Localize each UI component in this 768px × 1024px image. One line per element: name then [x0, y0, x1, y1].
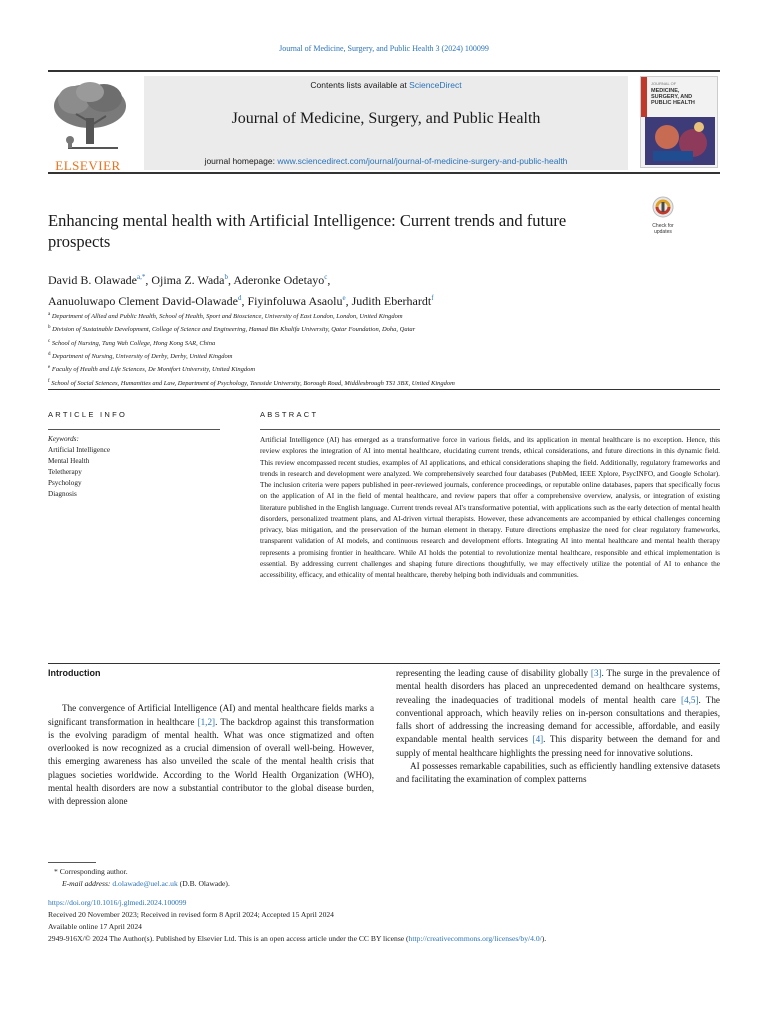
affiliation-text: School of Social Sciences, Humanities and Law, Department of Psychology, Teesside University, Borough Road, Middlesbrough TS1 3BX, United Kingdom	[51, 379, 455, 387]
body-text: . This disparity between the demand for and supply of mental healthcare highlights the pressing need for innovative solutions.	[396, 734, 720, 758]
keyword-item[interactable]: Mental Health	[48, 457, 90, 465]
license-link[interactable]: http://creativecommons.org/licenses/by/4.0/	[408, 934, 542, 943]
body-column-right	[396, 667, 720, 787]
contents-prefix: Contents lists available at	[310, 80, 410, 90]
corresponding-author-text: Corresponding author.	[59, 867, 128, 876]
keywords-label: Keywords:	[48, 435, 79, 443]
journal-cover-image	[641, 77, 718, 168]
author-affiliation-mark[interactable]: e	[342, 294, 346, 302]
abstract-rule	[260, 429, 720, 430]
affiliation-text: Division of Sustainable Development, College of Science and Engineering, Hamad Bin Khalifa University, Qatar Foundation, Doha, Qatar	[52, 326, 416, 334]
keyword-item[interactable]: Diagnosis	[48, 490, 77, 498]
author-list	[48, 268, 668, 310]
affiliation-item	[48, 362, 708, 375]
body-text: representing the leading cause of disability globally	[396, 668, 591, 678]
author-name[interactable]: Aderonke Odetayo	[233, 273, 325, 287]
journal-masthead	[144, 76, 628, 170]
email-link[interactable]: d.olawade@uel.ac.uk	[112, 879, 178, 888]
affiliation-list	[48, 309, 708, 389]
contents-line	[144, 80, 628, 90]
affiliation-key: d	[48, 352, 51, 358]
email-label: E-mail address:	[62, 879, 111, 888]
body-paragraph	[396, 667, 720, 760]
author-name[interactable]: Aanuoluwapo Clement David-Olawade	[48, 294, 238, 308]
section-heading-introduction: Introduction	[48, 668, 101, 678]
article-title: Enhancing mental health with Artificial Intelligence: Current trends and future prospects	[48, 211, 567, 251]
homepage-link[interactable]: www.sciencedirect.com/journal/journal-of-medicine-surgery-and-public-health	[277, 156, 568, 166]
check-for-updates-label: Check for updates	[652, 223, 674, 235]
body-text: . The backdrop against this transformation is the evolving paradigm of mental health. What was once stigmatized and often overlooked is now recognized as a crucial dimension of overall well-being. However, this emerging awareness has also unveiled the scale of the mental health crisis that plagues societies worldwide. According to the World Health Organization (WHO), mental health disorders are now a substantial contributor to the global disease burden, with depression alone	[48, 716, 374, 807]
license-text: 2949-916X/© 2024 The Author(s). Published by Elsevier Ltd. This is an open access article under the CC BY license (	[48, 934, 409, 943]
author-separator: ,	[327, 273, 331, 287]
author-name[interactable]: Judith Eberhardt	[351, 294, 432, 308]
check-for-updates-badge[interactable]	[645, 196, 681, 235]
body-text: The convergence of Artificial Intelligence (AI) and mental healthcare fields marks a significant transformation in healthcare	[48, 703, 374, 727]
keyword-item[interactable]: Artificial Intelligence	[48, 446, 111, 454]
running-head: Journal of Medicine, Surgery, and Public Health 3 (2024) 100099	[279, 44, 489, 53]
journal-cover-thumbnail[interactable]	[640, 76, 718, 168]
citation-link[interactable]: [1,2]	[197, 716, 216, 727]
authors-line-2	[48, 289, 668, 310]
author-separator: ,	[241, 294, 248, 308]
sciencedirect-link[interactable]: ScienceDirect	[409, 80, 462, 90]
affiliation-item	[48, 376, 708, 389]
corresponding-author-note	[48, 866, 720, 878]
body-text: . The surge in the prevalence of mental health disorders has placed an unprecedented demand on healthcare systems, revealing the inadequacies of traditional models of mental health care	[396, 668, 721, 705]
abstract-text: Artificial Intelligence (AI) has emerged as a transformative force in various fields, and its application in mental healthcare is no exception. Hence, this review explores the integration of AI into mental healthcare, elucidating current trends, ethical considerations, and future directions in this dynamic field. This review encompassed recent studies, examples of AI applications, and ethical considerations shaping the field. Additionally, regulatory frameworks and trends in research and development were analyzed. We comprehensively searched four databases (PubMed, IEEE Xplore, PsycINFO, and Google Scholar). The inclusion criteria were papers published in peer-reviewed journals, conference proceedings, or reputable online databases, papers that specifically focus on the application of AI in the field of mental healthcare, and review papers that offer a comprehensive overview, analysis, or integration of existing literature published in the English language. Current trends reveal AI's transformative potential, with applications such as the early detection of mental health disorders, personalized treatment plans, and AI-driven virtual therapists. However, these advancements are accompanied by ethical challenges concerning privacy, bias mitigation, and the preservation of the human element in therapy. Future directions emphasize the need for clear regulatory frameworks, transparent validation of AI models, and continuous research and development efforts. Integrating AI into mental healthcare and mental health therapy represents a promising frontier in healthcare. While AI holds the potential to revolutionize mental healthcare, responsible and ethical implementation is essential. By addressing current challenges and shaping future directions thoughtfully, we may effectively utilize the potential of AI to enhance the accessibility, efficacy, and ethicality of mental healthcare, thereby helping both individuals and communities.	[260, 435, 720, 579]
journal-title: Journal of Medicine, Surgery, and Public Health	[231, 110, 541, 127]
affiliation-key: a	[48, 312, 51, 317]
footnote-rule	[48, 862, 96, 863]
homepage-label: journal homepage:	[204, 156, 278, 166]
affiliation-item	[48, 349, 708, 362]
author-affiliation-mark[interactable]: b	[224, 273, 228, 281]
received-dates: Received 20 November 2023; Received in revised form 8 April 2024; Accepted 15 April 2024	[48, 910, 334, 919]
affiliation-text: School of Nursing, Tung Wah College, Hong Kong SAR, China	[51, 339, 216, 347]
elsevier-logo	[48, 78, 136, 173]
affiliation-item	[48, 322, 708, 335]
section-divider	[48, 663, 720, 664]
svg-text:JOURNAL OF: JOURNAL OF	[651, 81, 677, 86]
affiliation-text: Faculty of Health and Life Sciences, De Montfort University, United Kingdom	[51, 366, 256, 374]
abstract-heading: ABSTRACT	[260, 410, 319, 419]
svg-text:SURGERY, AND: SURGERY, AND	[651, 94, 693, 100]
journal-homepage	[144, 156, 628, 166]
author-affiliation-mark[interactable]: a,*	[136, 273, 146, 281]
journal-header	[48, 70, 720, 174]
author-name[interactable]: Fiyinfoluwa Asaolu	[247, 294, 343, 308]
author-affiliation-mark[interactable]: f	[431, 294, 434, 302]
body-text: . The conventional approach, which heavily relies on in-person consultations and therapies, falls short of addressing the increasing demand for accessible, affordable, and easily expandable mental health services	[396, 694, 720, 745]
svg-text:MEDICINE,: MEDICINE,	[651, 88, 680, 94]
email-note	[48, 878, 720, 890]
affiliation-key: e	[48, 365, 51, 371]
email-suffix: (D.B. Olawade).	[179, 879, 230, 888]
elsevier-tree-icon	[48, 78, 136, 154]
author-separator: ,	[345, 294, 352, 308]
affiliation-item	[48, 309, 708, 322]
article-info-rule	[48, 429, 220, 430]
affiliation-text: Department of Allied and Public Health, School of Health, Sport and Bioscience, University of East London, London, United Kingdom	[51, 313, 403, 321]
available-online: Available online 17 April 2024	[48, 922, 142, 931]
citation-link[interactable]: [4,5]	[681, 694, 699, 705]
author-separator: ,	[145, 273, 152, 287]
affiliation-key: b	[48, 325, 51, 331]
footnote-mark: *	[54, 867, 58, 876]
citation-link[interactable]: [3]	[590, 668, 602, 678]
affiliation-key: f	[48, 378, 50, 384]
authors-line-1	[48, 268, 668, 289]
keyword-item[interactable]: Psychology	[48, 479, 82, 487]
article-info-heading: ARTICLE INFO	[48, 410, 128, 419]
author-separator: ,	[227, 273, 234, 287]
publisher-name: ELSEVIER	[55, 158, 121, 173]
affiliation-text: Department of Nursing, University of Derby, Derby, United Kingdom	[52, 353, 233, 361]
body-column-left	[48, 667, 374, 809]
footnotes	[48, 866, 720, 945]
check-for-updates-icon	[652, 196, 674, 218]
keyword-item[interactable]: Teletherapy	[48, 468, 82, 476]
affiliation-key: c	[48, 338, 51, 344]
svg-text:PUBLIC HEALTH: PUBLIC HEALTH	[651, 100, 695, 106]
author-name[interactable]: David B. Olawade	[48, 273, 137, 287]
author-affiliation-mark[interactable]: d	[237, 294, 242, 302]
author-affiliation-mark[interactable]: c	[324, 273, 328, 281]
body-paragraph	[48, 702, 374, 808]
affiliation-item	[48, 336, 708, 349]
keywords-block	[48, 434, 110, 500]
author-name[interactable]: Ojima Z. Wada	[151, 273, 225, 287]
citation-link[interactable]: [4]	[532, 734, 544, 745]
body-paragraph: AI possesses remarkable capabilities, such as efficiently handling extensive datasets and facilitating the examination of complex patterns	[396, 761, 720, 785]
section-divider	[48, 389, 720, 390]
footnote-gap	[48, 890, 720, 897]
doi-link[interactable]: https://doi.org/10.1016/j.glmedi.2024.100099	[48, 898, 187, 907]
license-text-end: ).	[541, 934, 547, 943]
license-line	[48, 933, 720, 945]
